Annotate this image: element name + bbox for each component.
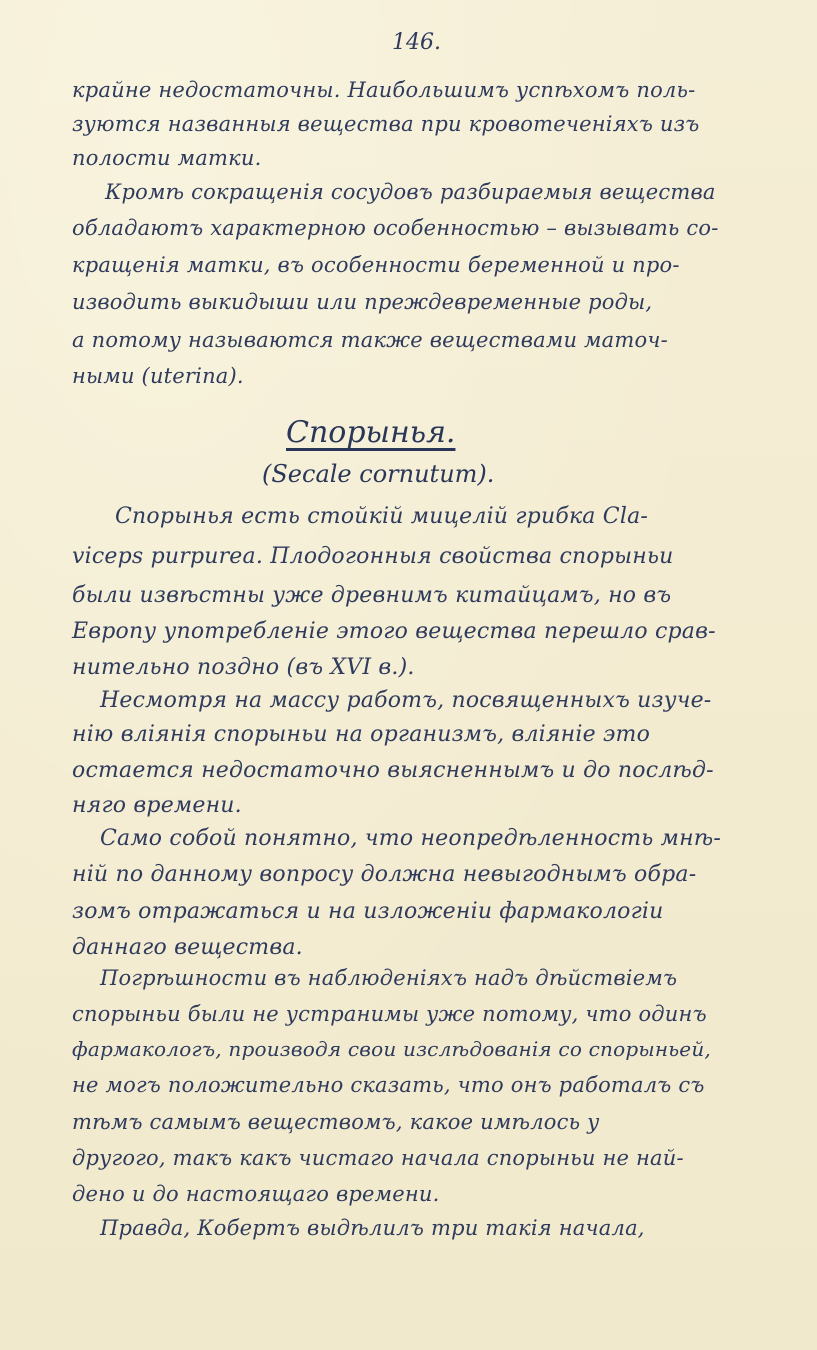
section-title: Спорынья. xyxy=(286,415,456,450)
paragraph-6-line-2: спорыньи были не устранимы уже потому, что одинъ xyxy=(72,1002,707,1026)
paragraph-1-line-3: полости матки. xyxy=(72,146,262,170)
paragraph-4-line-1: Несмотря на массу работъ, посвященныхъ изуче- xyxy=(100,688,712,713)
paragraph-5-line-2: ній по данному вопросу должна невыгоднымъ обра- xyxy=(72,862,697,887)
paragraph-6-line-4: не могъ положительно сказать, что онъ работалъ съ xyxy=(72,1073,705,1097)
paragraph-5-line-1: Само собой понятно, что неопредѣленность мнѣ- xyxy=(100,826,722,851)
paragraph-1-line-1: крайне недостаточны. Наибольшимъ успѣхомъ поль- xyxy=(72,78,696,102)
paragraph-4-line-2: нію вліянія спорыньи на организмъ, вліяніе это xyxy=(72,722,651,747)
paragraph-2-line-3: кращенія матки, въ особенности беременной и про- xyxy=(72,253,680,277)
paragraph-5-line-3: зомъ отражаться и на изложеніи фармакологіи xyxy=(72,899,664,924)
paragraph-6-line-7: дено и до настоящаго времени. xyxy=(72,1182,440,1206)
paragraph-1-line-2: зуются названныя вещества при кровотеченіяхъ изъ xyxy=(72,112,700,136)
paragraph-3-line-5: нительно поздно (въ XVI в.). xyxy=(72,655,415,680)
paragraph-2-line-1: Кромѣ сокращенія сосудовъ разбираемыя вещества xyxy=(105,180,716,204)
page-number: 146. xyxy=(392,30,441,55)
paragraph-2-line-4: изводить выкидыши или преждевременные роды, xyxy=(72,290,653,314)
paragraph-6-line-5: тѣмъ самымъ веществомъ, какое имѣлось у xyxy=(72,1110,600,1134)
paragraph-2-line-6: ными (uterina). xyxy=(72,364,244,388)
paragraph-5-line-4: даннаго вещества. xyxy=(72,935,303,960)
paragraph-4-line-4: няго времени. xyxy=(72,793,242,818)
paragraph-2-line-5: а потому называются также веществами маточ- xyxy=(72,328,668,352)
paragraph-3-line-3: были извѣстны уже древнимъ китайцамъ, но въ xyxy=(72,583,672,608)
paragraph-4-line-3: остается недостаточно выясненнымъ и до послѣд- xyxy=(72,758,714,783)
paragraph-6-line-1: Погрѣшности въ наблюденіяхъ надъ дѣйствіемъ xyxy=(100,966,678,990)
paragraph-3-line-2: viceps purpurea. Плодогонныя свойства спорыньи xyxy=(72,544,674,569)
paragraph-6-line-6: другого, такъ какъ чистаго начала спорыньи не най- xyxy=(72,1146,684,1170)
section-subtitle: (Secale cornutum). xyxy=(262,460,495,488)
paragraph-3-line-4: Европу употребленіе этого вещества перешло срав- xyxy=(72,619,716,644)
paragraph-7-text: Правда, Кобертъ выдѣлилъ три такія начала, xyxy=(100,1216,645,1240)
paragraph-2-line-2: обладаютъ характерною особенностью – вызывать со- xyxy=(72,216,719,240)
paragraph-3-line-1: Спорынья есть стойкій мицелій грибка Cla- xyxy=(115,504,649,529)
paragraph-7-line-1 xyxy=(100,1216,645,1240)
paragraph-6-line-3: фармакологъ, производя свои изслѣдованія со спорыньей, xyxy=(72,1037,711,1061)
